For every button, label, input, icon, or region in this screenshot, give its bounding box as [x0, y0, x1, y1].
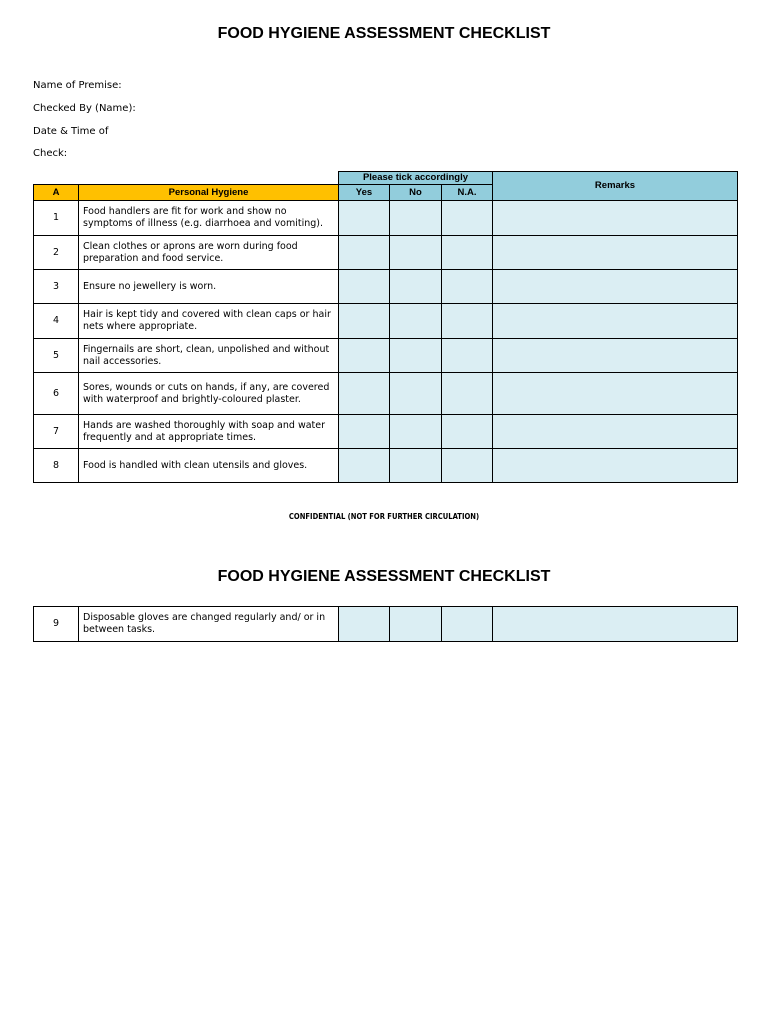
row-number: 6 [34, 373, 79, 415]
table-row [34, 201, 738, 236]
table-row [34, 449, 738, 483]
remarks-cell[interactable] [493, 236, 738, 270]
date-time-label: Date & Time of [33, 126, 109, 137]
no-header: No [390, 185, 442, 201]
yes-cell[interactable] [339, 304, 390, 339]
no-cell[interactable] [390, 201, 442, 236]
premise-name-label: Name of Premise: [33, 80, 122, 91]
tick-header: Please tick accordingly [339, 172, 493, 185]
row-number: 1 [34, 201, 79, 236]
row-item: Disposable gloves are changed regularly and/ or in between tasks. [79, 607, 339, 642]
table-row [34, 236, 738, 270]
no-cell[interactable] [390, 270, 442, 304]
yes-header: Yes [339, 185, 390, 201]
na-cell[interactable] [442, 415, 493, 449]
remarks-cell[interactable] [493, 304, 738, 339]
yes-cell[interactable] [339, 236, 390, 270]
table-row [34, 270, 738, 304]
row-item: Fingernails are short, clean, unpolished and without nail accessories. [79, 339, 339, 373]
na-cell[interactable] [442, 339, 493, 373]
remarks-cell[interactable] [493, 449, 738, 483]
no-cell[interactable] [390, 415, 442, 449]
row-item: Food is handled with clean utensils and gloves. [79, 449, 339, 483]
remarks-header: Remarks [493, 172, 738, 201]
row-number: 4 [34, 304, 79, 339]
yes-cell[interactable] [339, 373, 390, 415]
row-item: Clean clothes or aprons are worn during food preparation and food service. [79, 236, 339, 270]
na-cell[interactable] [442, 270, 493, 304]
no-cell[interactable] [390, 373, 442, 415]
row-number: 9 [34, 607, 79, 642]
check-label: Check: [33, 148, 68, 159]
section-title: Personal Hygiene [79, 185, 339, 201]
page-title-2: FOOD HYGIENE ASSESSMENT CHECKLIST [217, 568, 551, 585]
yes-cell[interactable] [339, 339, 390, 373]
remarks-cell[interactable] [493, 415, 738, 449]
no-cell[interactable] [390, 339, 442, 373]
row-item: Sores, wounds or cuts on hands, if any, are covered with waterproof and brightly-coloured plaster. [79, 373, 339, 415]
na-header: N.A. [442, 185, 493, 201]
yes-cell[interactable] [339, 415, 390, 449]
yes-cell[interactable] [339, 607, 390, 642]
row-number: 8 [34, 449, 79, 483]
no-cell[interactable] [390, 236, 442, 270]
row-number: 7 [34, 415, 79, 449]
page-title: FOOD HYGIENE ASSESSMENT CHECKLIST [217, 25, 551, 42]
table-row [34, 339, 738, 373]
checklist-table [33, 171, 738, 483]
checked-by-label: Checked By (Name): [33, 103, 136, 114]
table-row [34, 373, 738, 415]
table-row [34, 304, 738, 339]
no-cell[interactable] [390, 449, 442, 483]
row-item: Hands are washed thoroughly with soap and water frequently and at appropriate times. [79, 415, 339, 449]
na-cell[interactable] [442, 236, 493, 270]
na-cell[interactable] [442, 449, 493, 483]
na-cell[interactable] [442, 373, 493, 415]
row-number: 2 [34, 236, 79, 270]
row-item: Hair is kept tidy and covered with clean caps or hair nets where appropriate. [79, 304, 339, 339]
row-item: Ensure no jewellery is worn. [79, 270, 339, 304]
row-item: Food handlers are fit for work and show no symptoms of illness (e.g. diarrhoea and vomiting). [79, 201, 339, 236]
na-cell[interactable] [442, 201, 493, 236]
remarks-cell[interactable] [493, 607, 738, 642]
remarks-cell[interactable] [493, 339, 738, 373]
checklist-table-continued [33, 606, 738, 642]
no-cell[interactable] [390, 304, 442, 339]
remarks-cell[interactable] [493, 373, 738, 415]
na-cell[interactable] [442, 304, 493, 339]
row-number: 3 [34, 270, 79, 304]
remarks-cell[interactable] [493, 201, 738, 236]
table-row [34, 415, 738, 449]
table-row [34, 607, 738, 642]
yes-cell[interactable] [339, 201, 390, 236]
no-cell[interactable] [390, 607, 442, 642]
row-number: 5 [34, 339, 79, 373]
confidential-notice: CONFIDENTIAL (NOT FOR FURTHER CIRCULATION) [288, 512, 480, 521]
na-cell[interactable] [442, 607, 493, 642]
yes-cell[interactable] [339, 449, 390, 483]
remarks-cell[interactable] [493, 270, 738, 304]
section-code: A [34, 185, 79, 201]
yes-cell[interactable] [339, 270, 390, 304]
